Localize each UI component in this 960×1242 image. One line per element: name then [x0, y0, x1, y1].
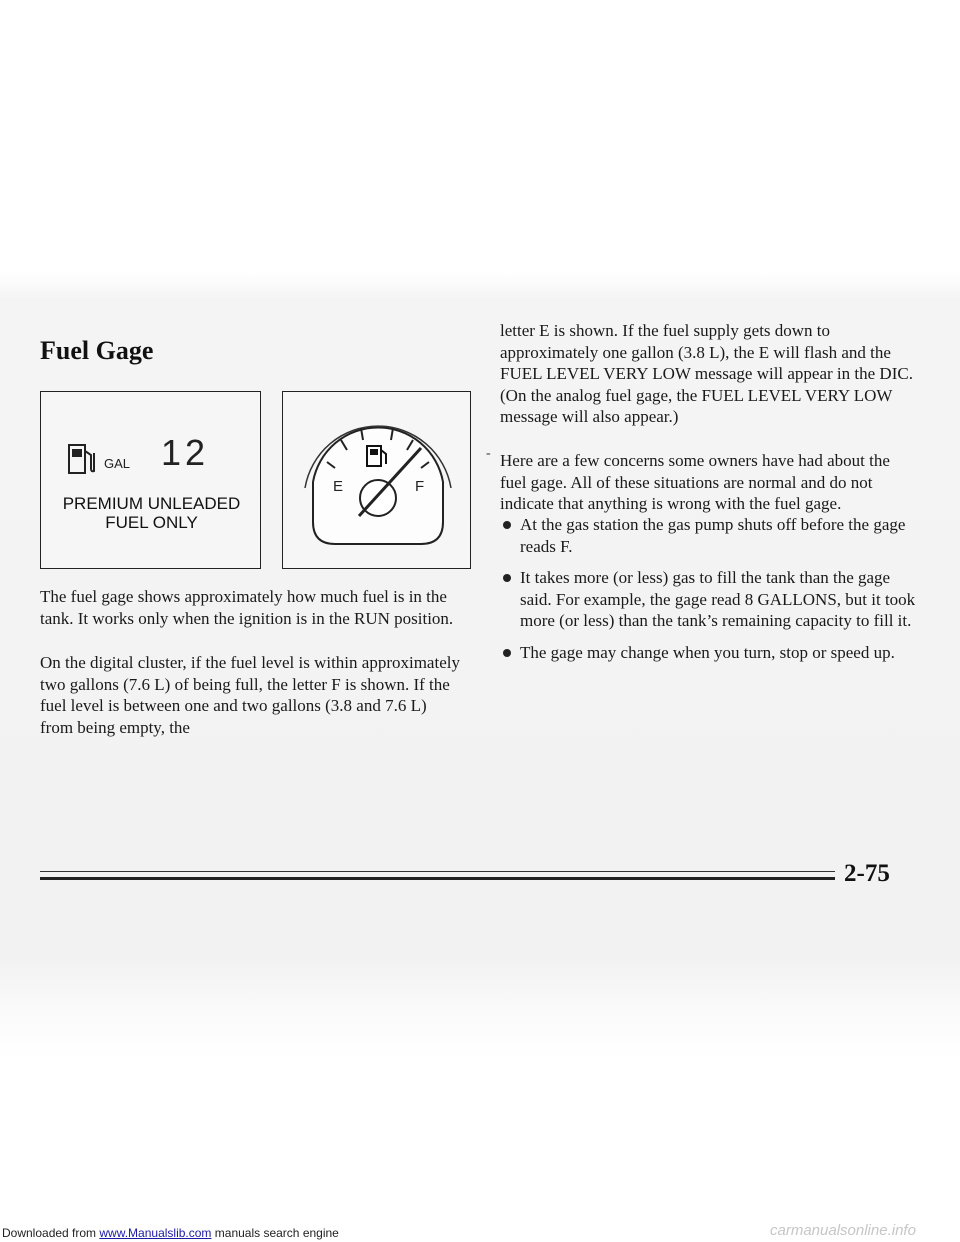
paragraph-concerns: Here are a few concerns some owners have had about the fuel gage. All of these situations are normal and do not indicate that anything is wrong with the fuel gage. — [500, 451, 890, 513]
download-suffix: manuals search engine — [211, 1226, 339, 1240]
fuel-notice-line1: PREMIUM UNLEADED — [62, 494, 241, 513]
download-prefix: Downloaded from — [2, 1226, 100, 1240]
list-item: It takes more (or less) gas to fill the tank than the gage said. For example, the gage read 8 GALLONS, but it took more (or less) than the tank’s remaining capacity to fill it. — [500, 567, 920, 632]
paragraph-gage-overview: The fuel gage shows approximately how much fuel is in the tank. It works only when the ignition is in the RUN position. — [40, 587, 454, 628]
fuel-pump-icon — [67, 441, 97, 475]
gallons-readout: 12 — [161, 432, 210, 473]
bullet-icon — [503, 521, 511, 529]
footer-divider-bold — [40, 877, 835, 880]
list-item: The gage may change when you turn, stop or speed up. — [500, 642, 920, 664]
section-title: Fuel Gage — [40, 336, 154, 365]
gauge-drawing — [283, 392, 470, 568]
margin-mark: - — [486, 446, 491, 461]
digital-fuel-display — [40, 391, 261, 569]
site-watermark: carmanualsonline.info — [770, 1222, 916, 1239]
page-number: 2-75 — [844, 860, 890, 887]
analog-fuel-gauge — [282, 391, 471, 569]
gauge-full-label: F — [415, 478, 425, 495]
paragraph-digital-cluster: On the digital cluster, if the fuel level is within approximately two gallons (7.6 L) of being full, the letter F is shown. If the fuel level is between one and two gallons (3.8 and 7.6 L) from being empty, the — [40, 653, 460, 737]
gauge-empty-label: E — [333, 478, 344, 495]
fuel-notice-line2: FUEL ONLY — [105, 513, 198, 532]
bullet-icon — [503, 574, 511, 582]
manualslib-link[interactable]: www.Manualslib.com — [99, 1226, 212, 1240]
fuel-notice — [41, 494, 262, 532]
gal-unit-label: GAL — [104, 456, 131, 471]
paragraph-low-fuel: letter E is shown. If the fuel supply gets down to approximately one gallon (3.8 L), the E will flash and the FUEL LEVEL VERY LOW message will appear in the DIC. (On the analog fuel gage, the FUEL LEVEL VERY LOW message will also appear.) — [500, 321, 913, 426]
footer-divider — [40, 871, 835, 872]
download-footer — [2, 1226, 339, 1240]
bullet-icon — [503, 649, 511, 657]
concerns-list — [500, 514, 920, 673]
list-item: At the gas station the gas pump shuts off before the gage reads F. — [500, 514, 920, 557]
